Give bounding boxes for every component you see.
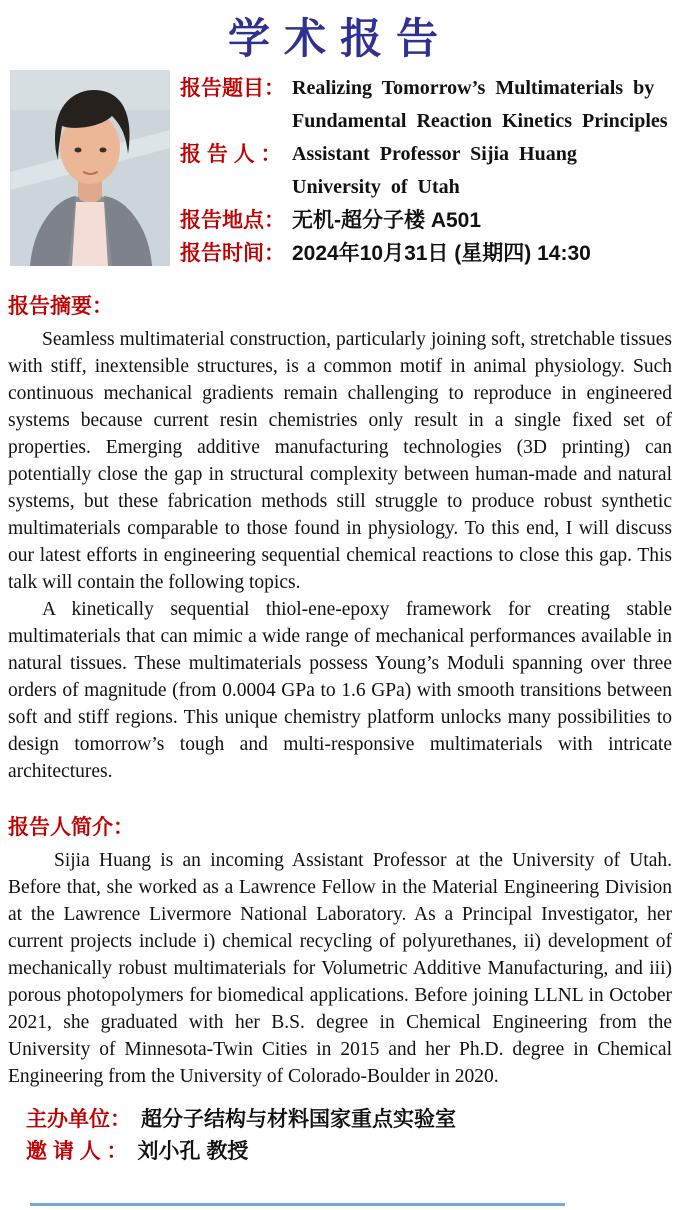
organizer-value: 超分子结构与材料国家重点实验室 bbox=[141, 1108, 456, 1131]
info-row-location bbox=[180, 204, 680, 237]
speaker-value bbox=[292, 138, 577, 204]
bio-paragraph: Sijia Huang is an incoming Assistant Professor at the University of Utah. Before that, she worked as a Lawrence Fellow in the Material Engineering Division at the Lawrence Livermore National Laboratory. As a Principal Investigator, her current projects include i) chemical recycling of polyurethanes, ii) development of mechanically robust multimaterials for Volumetric Additive Manufacturing, and iii) porous photopolymers for biomedical applications. Before joining LLNL in October 2021, she graduated with her B.S. degree in Chemical Engineering from the University of Minnesota-Twin Cities in 2015 and her Ph.D. degree in Chemical Engineering from the University of Colorado-Boulder in 2020. bbox=[8, 850, 672, 1087]
abstract-paragraph-2: A kinetically sequential thiol-ene-epoxy framework for creating stable multimaterials that can mimic a wide range of mechanical performances available in natural tissues. These multimaterials possess Young’s Moduli spanning over three orders of magnitude (from 0.0004 GPa to 1.6 GPa) with smooth transitions between soft and stiff regions. This unique chemistry platform unlocks many possibilities to design tomorrow’s tough and multi-responsive multimaterials with intricate architectures. bbox=[8, 599, 672, 782]
title-line-2: Fundamental Reaction Kinetics Principles bbox=[292, 110, 668, 132]
seminar-header bbox=[0, 70, 680, 282]
organizer-label: 主办单位： bbox=[26, 1108, 131, 1131]
bio-heading: 报告人简介： bbox=[8, 816, 134, 839]
speaker-label: 报 告 人 ： bbox=[180, 143, 282, 166]
organizer-row bbox=[26, 1104, 680, 1136]
location-label: 报告地点： bbox=[180, 209, 285, 232]
speaker-line-2: University of Utah bbox=[292, 176, 460, 198]
info-row-title bbox=[180, 72, 680, 138]
inviter-label: 邀 请 人 ： bbox=[26, 1140, 128, 1163]
title-line-1: Realizing Tomorrow’s Multimaterials by bbox=[292, 77, 655, 99]
speaker-photo bbox=[10, 70, 170, 266]
inviter-row bbox=[26, 1136, 680, 1168]
info-row-time bbox=[180, 237, 680, 270]
title-label: 报告题目： bbox=[180, 77, 285, 100]
speaker-photo-illustration bbox=[10, 70, 170, 266]
abstract-heading: 报告摘要： bbox=[8, 295, 113, 318]
info-row-speaker bbox=[180, 138, 680, 204]
footer bbox=[0, 1104, 680, 1168]
time-label: 报告时间： bbox=[180, 242, 285, 265]
time-value: 2024年10月31日 (星期四) 14:30 bbox=[292, 242, 591, 265]
seminar-info bbox=[180, 70, 680, 270]
title-value bbox=[292, 72, 668, 138]
page-title: 学术报告 bbox=[227, 15, 452, 62]
speaker-line-1: Assistant Professor Sijia Huang bbox=[292, 143, 577, 165]
location-value: 无机-超分子楼 A501 bbox=[292, 209, 482, 232]
bottom-divider-line bbox=[30, 1203, 565, 1206]
inviter-value: 刘小孔 教授 bbox=[137, 1140, 249, 1163]
abstract-paragraph-1: Seamless multimaterial construction, particularly joining soft, stretchable tissues with stiff, inextensible structures, is a common motif in animal physiology. Such continuous mechanical gradients remain challenging to reproduce in engineered systems because current resin chemistries only result in a single fixed set of properties. Emerging additive manufacturing technologies (3D printing) can potentially close the gap in structural complexity between human-made and natural systems, but these fabrication methods still struggle to produce robust synthetic multimaterials comparable to those found in physiology. To this end, I will discuss our latest efforts in engineering sequential chemical reactions to close this gap. This talk will contain the following topics. bbox=[8, 329, 672, 593]
